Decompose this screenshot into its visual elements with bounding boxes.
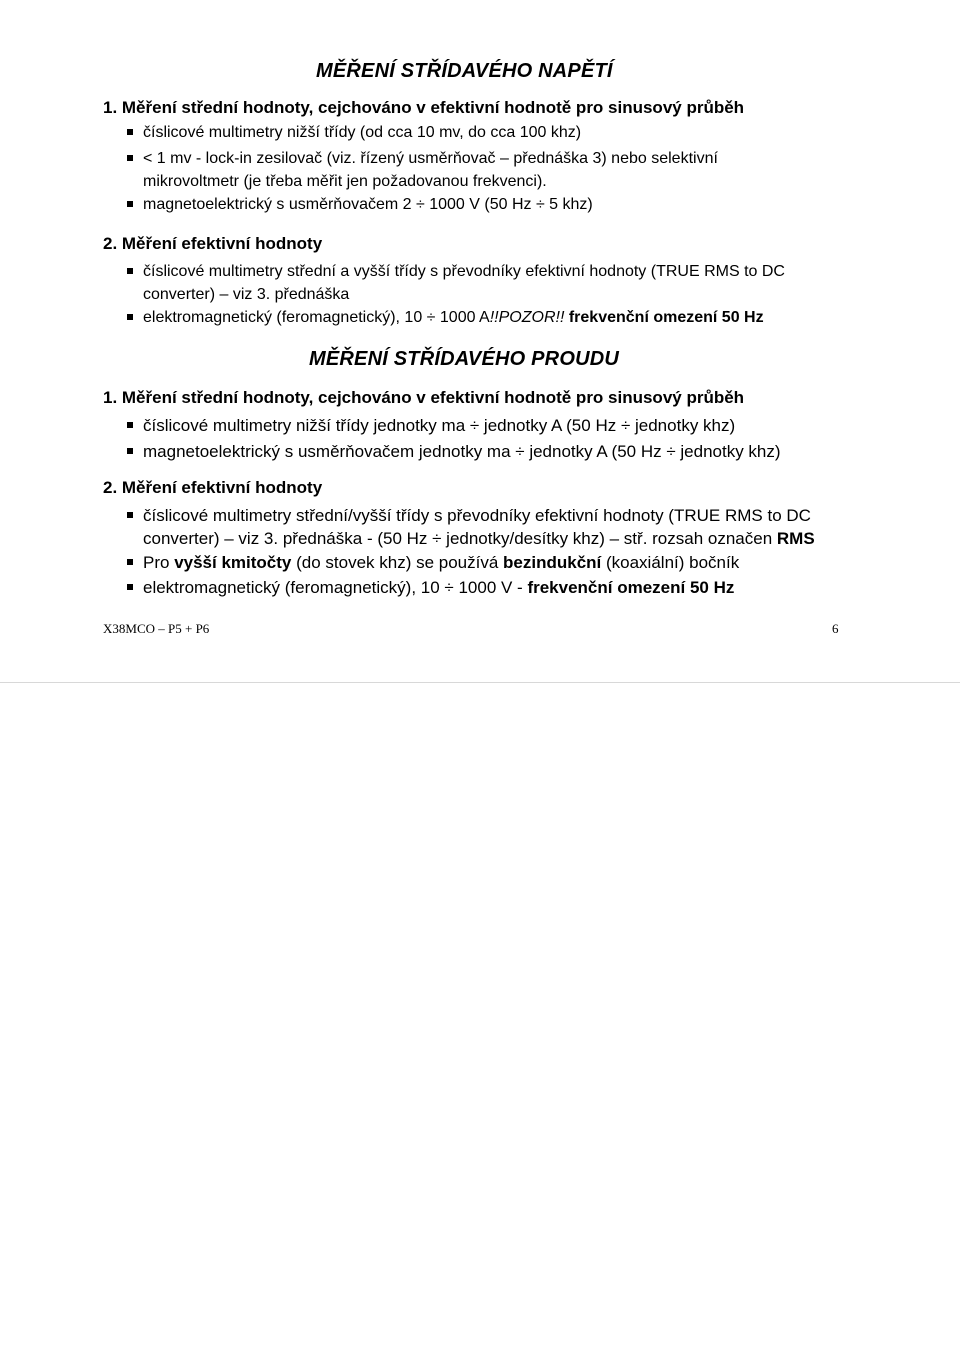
current-heading-rms: 2. Měření efektivní hodnoty [103,478,323,497]
bullet-square [127,559,133,565]
bullet-square [127,314,133,320]
voltage-rms-bullet-2: elektromagnetický (feromagnetický), 10 ÷ 1000 A!!POZOR!! frekvenční omezení 50 Hz [127,306,857,329]
current-rms-bullet-2: Pro vyšší kmitočty (do stovek khz) se používá bezindukční (koaxiální) bočník [127,551,857,574]
bullet-square [127,155,133,161]
current-rms-bullet-1: číslicové multimetry střední/vyšší třídy s převodníky efektivní hodnoty (TRUE RMS to DC converter) – viz 3. přednáška - (50 Hz ÷ jednotky/desítky khz) – stř. rozsah označen RMS [127,504,857,550]
current-bullet-1: číslicové multimetry nižší třídy jednotky ma ÷ jednotky A (50 Hz ÷ jednotky khz) [127,414,857,437]
current-bullet-2: magnetoelektrický s usměrňovačem jednotky ma ÷ jednotky A (50 Hz ÷ jednotky khz) [127,440,857,463]
footer-page-number: 6 [832,621,839,636]
footer-course-code: X38MCO – P5 + P6 [103,621,210,636]
slide-page [0,0,960,682]
bullet-square [127,512,133,518]
bullet-square [127,268,133,274]
current-heading-mean: 1. Měření střední hodnoty, cejchováno v efektivní hodnotě pro sinusový průběh [103,388,745,407]
bullet-square [127,448,133,454]
voltage-heading-mean: 1. Měření střední hodnoty, cejchováno v efektivní hodnotě pro sinusový průběh [103,98,745,117]
page-divider [0,682,960,683]
current-section-title: MĚŘENÍ STŘÍDAVÉHO PROUDU [309,348,620,370]
bullet-square [127,422,133,428]
bullet-square [127,584,133,590]
bullet-square [127,129,133,135]
voltage-bullet-1: číslicové multimetry nižší třídy (od cca 10 mv, do cca 100 khz) [127,121,857,144]
voltage-rms-bullet-1: číslicové multimetry střední a vyšší třídy s převodníky efektivní hodnoty (TRUE RMS to DC converter) – viz 3. přednáška [127,260,847,306]
warning-text: !!POZOR!! [489,309,565,326]
current-rms-bullet-3: elektromagnetický (feromagnetický), 10 ÷ 1000 V - frekvenční omezení 50 Hz [127,576,857,599]
voltage-bullet-2: < 1 mv - lock-in zesilovač (viz. řízený usměrňovač – přednáška 3) nebo selektivní mikrovoltmetr (je třeba měřit jen požadovanou frekvenci). [127,147,807,193]
bullet-square [127,201,133,207]
voltage-heading-rms: 2. Měření efektivní hodnoty [103,234,323,253]
voltage-section-title: MĚŘENÍ STŘÍDAVÉHO NAPĚTÍ [316,60,613,82]
voltage-bullet-3: magnetoelektrický s usměrňovačem 2 ÷ 1000 V (50 Hz ÷ 5 khz) [127,193,857,216]
